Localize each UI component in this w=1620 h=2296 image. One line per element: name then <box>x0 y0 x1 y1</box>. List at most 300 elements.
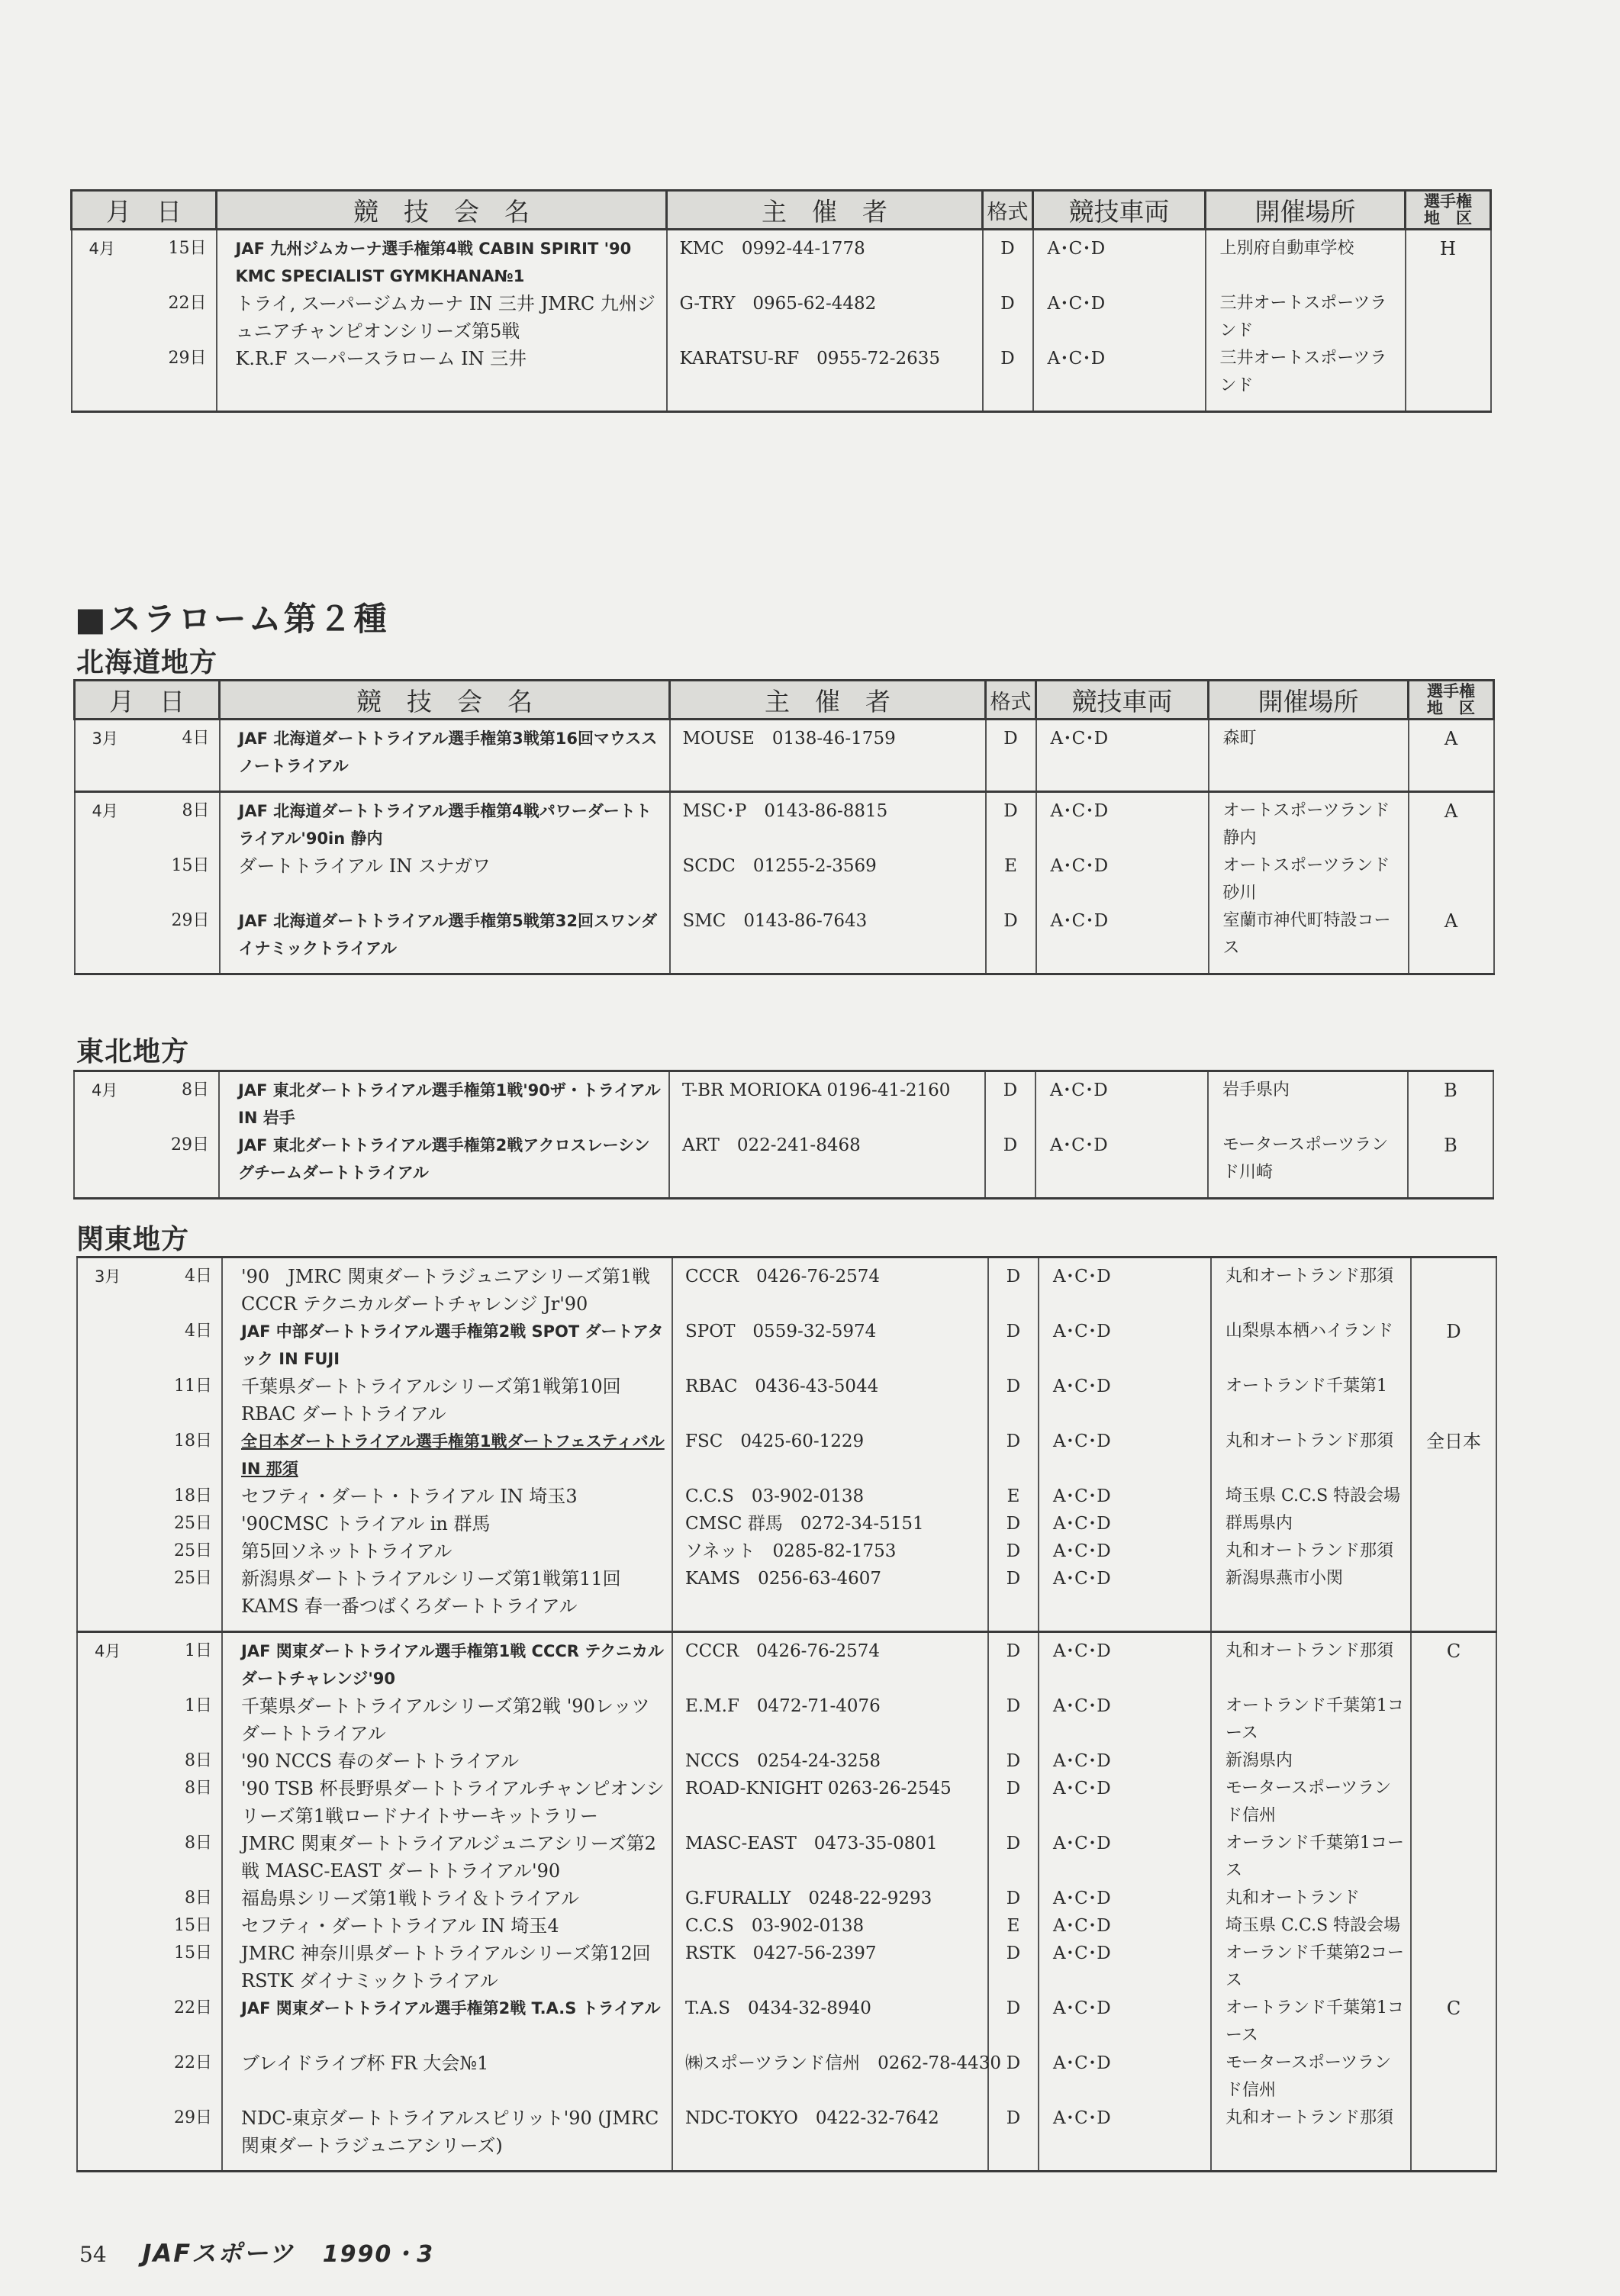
event-name: 第5回ソネットトライアル <box>222 1538 672 1565</box>
organizer: MOUSE 0138-46-1759 <box>670 720 986 792</box>
event-name: '90 NCCS 春のダートトライアル <box>222 1747 672 1775</box>
venue: オーランド千葉第1コース <box>1211 1830 1411 1885</box>
event-name: JMRC 神奈川県ダートトライアルシリーズ第12回 RSTK ダイナミックトライアル <box>222 1940 672 1995</box>
cars: A･C･D <box>1039 1885 1211 1912</box>
month <box>78 1995 95 2022</box>
venue: モータースポーツランド信州 <box>1211 2050 1411 2104</box>
event-name: 新潟県ダートトライアルシリーズ第1戦第11回 KAMS 春一番つばくろダートトライアル <box>222 1565 672 1632</box>
cars: A･C･D <box>1039 1483 1211 1510</box>
region: C <box>1411 1632 1496 1693</box>
header-event: 競 技 会 名 <box>220 681 670 720</box>
month <box>78 1775 95 1802</box>
region <box>1406 290 1491 345</box>
cars: A･C･D <box>1039 1940 1211 1995</box>
format: D <box>983 230 1033 291</box>
organizer: G.FURALLY 0248-22-9293 <box>672 1885 988 1912</box>
gymkhana-kyushu-table <box>70 189 1492 413</box>
day: 1日 <box>185 1641 212 1660</box>
table-row <box>77 1912 1496 1940</box>
month <box>78 1428 95 1455</box>
venue: 丸和オートランド那須 <box>1211 1257 1411 1319</box>
date-cell <box>77 1565 222 1632</box>
format: D <box>988 1318 1039 1373</box>
date-cell <box>77 1510 222 1538</box>
day: 8日 <box>182 801 210 820</box>
cars: A･C･D <box>1039 1692 1211 1747</box>
header-format: 格式 <box>986 681 1036 720</box>
venue: 丸和オートランド那須 <box>1211 1428 1411 1483</box>
cars: A･C･D <box>1039 2104 1211 2172</box>
venue: モータースポーツランド信州 <box>1211 1775 1411 1830</box>
cars: A･C･D <box>1035 1132 1208 1199</box>
venue: モータースポーツランド川崎 <box>1208 1132 1408 1199</box>
cars: A･C･D <box>1036 907 1209 974</box>
region: C <box>1411 1995 1496 2050</box>
format: D <box>988 2050 1039 2104</box>
organizer: NDC-TOKYO 0422-32-7642 <box>672 2104 988 2172</box>
day: 4日 <box>182 729 210 748</box>
event-name: セフティ・ダートトライアル IN 埼玉4 <box>222 1912 672 1940</box>
event-name: JAF 東北ダートトライアル選手権第2戦アクロスレーシングチームダートトライアル <box>219 1132 669 1199</box>
format: D <box>983 345 1033 412</box>
month <box>76 907 92 935</box>
date-cell <box>75 907 220 974</box>
table-row <box>77 1830 1496 1885</box>
region <box>1411 1538 1496 1565</box>
date-cell <box>77 1692 222 1747</box>
header-region: 選手権 地 区 <box>1406 191 1491 230</box>
format: D <box>986 792 1036 853</box>
event-name: 千葉県ダートトライアルシリーズ第2戦 '90レッツダートトライアル <box>222 1692 672 1747</box>
venue: 上別府自動車学校 <box>1206 230 1406 291</box>
month <box>78 1692 95 1720</box>
region-title-kanto: 関東地方 <box>76 1224 190 1255</box>
venue: 丸和オートランド那須 <box>1211 1632 1411 1693</box>
format: D <box>988 1538 1039 1565</box>
table-row <box>72 230 1491 291</box>
format: E <box>988 1483 1039 1510</box>
date-cell <box>74 1132 219 1199</box>
table-row <box>77 1257 1496 1319</box>
month: 4月 <box>89 240 115 258</box>
table-row <box>77 1428 1496 1483</box>
event-name: '90CMSC トライアル in 群馬 <box>222 1510 672 1538</box>
month <box>78 1747 95 1775</box>
event-name: JAF 中部ダートトライアル選手権第2戦 SPOT ダートアタック IN FUJI <box>222 1318 672 1373</box>
date-cell <box>72 290 217 345</box>
table-row <box>77 1995 1496 2050</box>
cars: A･C･D <box>1033 345 1206 412</box>
table-row <box>77 1885 1496 1912</box>
format: D <box>988 1747 1039 1775</box>
table-row <box>77 1692 1496 1747</box>
day: 25日 <box>174 1541 212 1560</box>
organizer: KAMS 0256-63-4607 <box>672 1565 988 1632</box>
event-name: NDC-東京ダートトライアルスピリット'90 (JMRC 関東ダートラジュニアシリーズ) <box>222 2104 672 2172</box>
cars: A･C･D <box>1039 1747 1211 1775</box>
header-organizer: 主 催 者 <box>667 191 983 230</box>
header-cars: 競技車両 <box>1036 681 1209 720</box>
header-date: 月 日 <box>75 681 220 720</box>
format: D <box>988 1510 1039 1538</box>
cars: A･C･D <box>1039 1318 1211 1373</box>
header-date: 月 日 <box>72 191 217 230</box>
month <box>78 2104 95 2132</box>
date-cell <box>77 1257 222 1319</box>
event-name: JMRC 関東ダートトライアルジュニアシリーズ第2戦 MASC-EAST ダートトライアル'90 <box>222 1830 672 1885</box>
region <box>1411 1692 1496 1747</box>
organizer: KMC 0992-44-1778 <box>667 230 983 291</box>
region <box>1411 1940 1496 1995</box>
table-row <box>77 2104 1496 2172</box>
month <box>78 1565 95 1592</box>
cars: A･C･D <box>1039 1775 1211 1830</box>
month <box>72 290 89 317</box>
header-event: 競 技 会 名 <box>217 191 667 230</box>
format: D <box>988 1885 1039 1912</box>
month: 4月 <box>95 1642 121 1660</box>
event-name: JAF 関東ダートトライアル選手権第2戦 T.A.S トライアル <box>222 1995 672 2050</box>
organizer: MASC-EAST 0473-35-0801 <box>672 1830 988 1885</box>
format: E <box>988 1912 1039 1940</box>
format: D <box>988 1775 1039 1830</box>
day: 22日 <box>174 2053 212 2072</box>
table-row <box>75 792 1494 853</box>
date-cell <box>77 1632 222 1693</box>
format: D <box>988 1632 1039 1693</box>
cars: A･C･D <box>1036 720 1209 792</box>
format: D <box>988 1830 1039 1885</box>
day: 8日 <box>182 1080 209 1100</box>
event-name: JAF 九州ジムカーナ選手権第4戦 CABIN SPIRIT '90 KMC SPECIALIST GYMKHANA№1 <box>217 230 667 291</box>
month <box>78 1830 95 1857</box>
day: 22日 <box>174 1998 212 2017</box>
header-venue: 開催場所 <box>1206 191 1406 230</box>
table-row <box>72 290 1491 345</box>
date-cell <box>72 345 217 412</box>
event-name: ブレイドライブ杯 FR 大会№1 <box>222 2050 672 2104</box>
header-cars: 競技車両 <box>1033 191 1206 230</box>
organizer: ㈱スポーツランド信州 0262-78-4430 <box>672 2050 988 2104</box>
date-cell <box>77 2104 222 2172</box>
format: E <box>986 852 1036 907</box>
month: 3月 <box>92 729 118 748</box>
organizer: C.C.S 03-902-0138 <box>672 1912 988 1940</box>
organizer: CCCR 0426-76-2574 <box>672 1632 988 1693</box>
organizer: ROAD-KNIGHT 0263-26-2545 <box>672 1775 988 1830</box>
table-row <box>75 852 1494 907</box>
organizer: T-BR MORIOKA 0196-41-2160 <box>669 1071 985 1132</box>
region: B <box>1408 1071 1493 1132</box>
month <box>75 1132 92 1159</box>
table-row <box>74 1132 1493 1199</box>
format: D <box>988 1565 1039 1632</box>
region: B <box>1408 1132 1493 1199</box>
format: D <box>986 907 1036 974</box>
event-name: 千葉県ダートトライアルシリーズ第1戦第10回 RBAC ダートトライアル <box>222 1373 672 1428</box>
organizer: ソネット 0285-82-1753 <box>672 1538 988 1565</box>
day: 15日 <box>168 239 207 258</box>
venue: オーランド千葉第2コース <box>1211 1940 1411 1995</box>
day: 15日 <box>171 856 210 875</box>
region <box>1411 1257 1496 1319</box>
venue: オートスポーツランド静内 <box>1209 792 1409 853</box>
table-row <box>77 1510 1496 1538</box>
date-cell <box>77 2050 222 2104</box>
header-organizer: 主 催 者 <box>670 681 986 720</box>
day: 8日 <box>185 1889 212 1908</box>
organizer: FSC 0425-60-1229 <box>672 1428 988 1483</box>
cars: A･C･D <box>1039 1912 1211 1940</box>
venue: オートスポーツランド砂川 <box>1209 852 1409 907</box>
event-name: '90 JMRC 関東ダートラジュニアシリーズ第1戦 CCCR テクニカルダートチャレンジ Jr'90 <box>222 1257 672 1319</box>
kanto-table <box>76 1256 1497 2172</box>
venue: 埼玉県 C.C.S 特設会場 <box>1211 1912 1411 1940</box>
month <box>78 1940 95 1967</box>
organizer: RBAC 0436-43-5044 <box>672 1373 988 1428</box>
table-row <box>77 1565 1496 1632</box>
table-row <box>77 1538 1496 1565</box>
date-cell <box>77 1830 222 1885</box>
region <box>1411 1373 1496 1428</box>
month: 4月 <box>92 802 118 820</box>
region <box>1411 1830 1496 1885</box>
venue: 新潟県内 <box>1211 1747 1411 1775</box>
organizer: KARATSU-RF 0955-72-2635 <box>667 345 983 412</box>
format: D <box>988 1428 1039 1483</box>
venue: オートランド千葉第1コース <box>1211 1692 1411 1747</box>
event-name: ダートトライアル IN スナガワ <box>220 852 670 907</box>
venue: 三井オートスポーツランド <box>1206 345 1406 412</box>
date-cell <box>74 1071 219 1132</box>
month <box>78 2050 95 2077</box>
format: D <box>988 1373 1039 1428</box>
region: A <box>1409 720 1494 792</box>
event-name: セフティ・ダート・トライアル IN 埼玉3 <box>222 1483 672 1510</box>
format: D <box>988 1692 1039 1747</box>
organizer: SPOT 0559-32-5974 <box>672 1318 988 1373</box>
date-cell <box>77 1995 222 2050</box>
organizer: CMSC 群馬 0272-34-5151 <box>672 1510 988 1538</box>
cars: A･C･D <box>1039 1257 1211 1319</box>
day: 15日 <box>174 1916 212 1935</box>
venue: 室蘭市神代町特設コース <box>1209 907 1409 974</box>
page-footer <box>79 2234 434 2269</box>
date-cell <box>75 852 220 907</box>
section-title: ■スラローム第２種 <box>75 601 389 639</box>
date-cell <box>77 1373 222 1428</box>
organizer: G-TRY 0965-62-4482 <box>667 290 983 345</box>
venue: オートランド千葉第1コース <box>1211 1995 1411 2050</box>
date-cell <box>77 1747 222 1775</box>
format: D <box>988 1940 1039 1995</box>
month <box>78 1373 95 1400</box>
day: 29日 <box>168 349 207 368</box>
day: 4日 <box>185 1322 212 1341</box>
venue: 丸和オートランド <box>1211 1885 1411 1912</box>
month <box>78 1538 95 1565</box>
month <box>78 1510 95 1538</box>
header-format: 格式 <box>983 191 1033 230</box>
format: D <box>983 290 1033 345</box>
cars: A･C･D <box>1039 1373 1211 1428</box>
tohoku-table <box>73 1070 1494 1200</box>
page-number: 54 <box>79 2242 107 2267</box>
venue: 岩手県内 <box>1208 1071 1408 1132</box>
table-row <box>72 345 1491 412</box>
magazine-logo: JAFスポーツ <box>142 2239 295 2268</box>
venue: 群馬県内 <box>1211 1510 1411 1538</box>
region: 全日本 <box>1411 1428 1496 1483</box>
region <box>1411 1912 1496 1940</box>
cars: A･C･D <box>1039 1632 1211 1693</box>
venue: 森町 <box>1209 720 1409 792</box>
format: D <box>988 1995 1039 2050</box>
date-cell <box>77 1538 222 1565</box>
month <box>78 1885 95 1912</box>
day: 22日 <box>168 294 207 313</box>
date-cell <box>77 1483 222 1510</box>
organizer: SMC 0143-86-7643 <box>670 907 986 974</box>
day: 29日 <box>171 911 210 930</box>
venue: 丸和オートランド那須 <box>1211 2104 1411 2172</box>
region <box>1411 2104 1496 2172</box>
day: 29日 <box>171 1135 209 1154</box>
region <box>1406 345 1491 412</box>
cars: A･C･D <box>1039 2050 1211 2104</box>
table-row <box>77 1632 1496 1693</box>
table-row <box>77 1483 1496 1510</box>
day: 8日 <box>185 1834 212 1853</box>
table-row <box>75 720 1494 792</box>
date-cell <box>77 1912 222 1940</box>
region: H <box>1406 230 1491 291</box>
venue: オートランド千葉第1 <box>1211 1373 1411 1428</box>
day: 18日 <box>174 1431 212 1451</box>
event-name: JAF 東北ダートトライアル選手権第1戦'90ザ・トライアル IN 岩手 <box>219 1071 669 1132</box>
region <box>1411 1510 1496 1538</box>
organizer: SCDC 01255-2-3569 <box>670 852 986 907</box>
region <box>1411 1885 1496 1912</box>
format: D <box>985 1132 1035 1199</box>
region <box>1409 852 1494 907</box>
format: D <box>988 1257 1039 1319</box>
event-name: K.R.F スーパースラローム IN 三井 <box>217 345 667 412</box>
venue: 山梨県本栖ハイランド <box>1211 1318 1411 1373</box>
region: A <box>1409 907 1494 974</box>
month <box>78 1483 95 1510</box>
venue: 三井オートスポーツランド <box>1206 290 1406 345</box>
cars: A･C･D <box>1035 1071 1208 1132</box>
cars: A･C･D <box>1036 852 1209 907</box>
cars: A･C･D <box>1033 230 1206 291</box>
day: 15日 <box>174 1943 212 1963</box>
region <box>1411 1775 1496 1830</box>
table-row <box>77 1747 1496 1775</box>
event-name: JAF 北海道ダートトライアル選手権第4戦パワーダートトライアル'90in 静内 <box>220 792 670 853</box>
region: D <box>1411 1318 1496 1373</box>
date-cell <box>75 792 220 853</box>
table-row <box>77 1318 1496 1373</box>
organizer: CCCR 0426-76-2574 <box>672 1257 988 1319</box>
day: 18日 <box>174 1486 212 1505</box>
month: 4月 <box>92 1081 118 1100</box>
venue: 丸和オートランド那須 <box>1211 1538 1411 1565</box>
table-header <box>72 191 1491 230</box>
region <box>1411 1747 1496 1775</box>
region-title-hokkaido: 北海道地方 <box>76 647 218 678</box>
cars: A･C･D <box>1039 1538 1211 1565</box>
organizer: RSTK 0427-56-2397 <box>672 1940 988 1995</box>
cars: A･C･D <box>1033 290 1206 345</box>
date-cell <box>77 1940 222 1995</box>
organizer: MSC･P 0143-86-8815 <box>670 792 986 853</box>
table-row <box>77 1373 1496 1428</box>
event-name: 福島県シリーズ第1戦トライ＆トライアル <box>222 1885 672 1912</box>
day: 25日 <box>174 1514 212 1533</box>
cars: A･C･D <box>1039 1428 1211 1483</box>
event-name: トライ, スーパージムカーナ IN 三井 JMRC 九州ジュニアチャンピオンシリーズ第5戦 <box>217 290 667 345</box>
organizer: ART 022-241-8468 <box>669 1132 985 1199</box>
cars: A･C･D <box>1039 1830 1211 1885</box>
header-venue: 開催場所 <box>1209 681 1409 720</box>
date-cell <box>77 1775 222 1830</box>
region <box>1411 1483 1496 1510</box>
month: 3月 <box>95 1267 121 1286</box>
event-name: JAF 北海道ダートトライアル選手権第5戦第32回スワンダイナミックトライアル <box>220 907 670 974</box>
event-name: 全日本ダートトライアル選手権第1戦ダートフェスティバル IN 那須 <box>222 1428 672 1483</box>
venue: 新潟県燕市小関 <box>1211 1565 1411 1632</box>
organizer: C.C.S 03-902-0138 <box>672 1483 988 1510</box>
organizer: T.A.S 0434-32-8940 <box>672 1995 988 2050</box>
header-region: 選手権 地 区 <box>1409 681 1494 720</box>
organizer: E.M.F 0472-71-4076 <box>672 1692 988 1747</box>
day: 4日 <box>185 1267 212 1286</box>
format: D <box>985 1071 1035 1132</box>
day: 11日 <box>174 1377 212 1396</box>
date-cell <box>75 720 220 792</box>
region: A <box>1409 792 1494 853</box>
issue-date: 1990・3 <box>322 2241 435 2268</box>
day: 25日 <box>174 1569 212 1588</box>
date-cell <box>77 1428 222 1483</box>
day: 1日 <box>185 1696 212 1715</box>
day: 8日 <box>185 1751 212 1770</box>
table-header <box>75 681 1494 720</box>
format: D <box>986 720 1036 792</box>
day: 29日 <box>174 2108 212 2127</box>
organizer: NCCS 0254-24-3258 <box>672 1747 988 1775</box>
table-row <box>77 1775 1496 1830</box>
venue: 埼玉県 C.C.S 特設会場 <box>1211 1483 1411 1510</box>
table-row <box>75 907 1494 974</box>
format: D <box>988 2104 1039 2172</box>
day: 8日 <box>185 1779 212 1798</box>
cars: A･C･D <box>1039 1510 1211 1538</box>
date-cell <box>77 1885 222 1912</box>
cars: A･C･D <box>1039 1565 1211 1632</box>
date-cell <box>72 230 217 291</box>
date-cell <box>77 1318 222 1373</box>
month <box>78 1912 95 1940</box>
region <box>1411 2050 1496 2104</box>
cars: A･C･D <box>1039 1995 1211 2050</box>
month <box>72 345 89 372</box>
region <box>1411 1565 1496 1632</box>
hokkaido-table <box>73 679 1495 975</box>
table-row <box>74 1071 1493 1132</box>
month <box>78 1318 95 1345</box>
